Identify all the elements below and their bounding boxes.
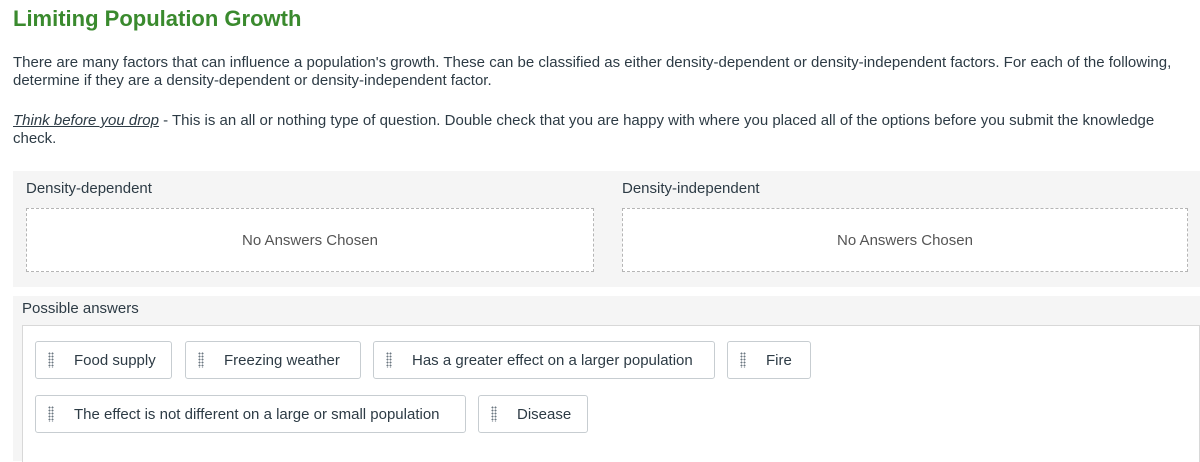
- answer-chip-food-supply[interactable]: [35, 341, 172, 379]
- warning-body: - This is an all or nothing type of question. Double check that you are happy with where you placed all of the options before you submit the knowledge check.: [13, 112, 1155, 147]
- answer-chip-label: Food supply: [74, 351, 156, 369]
- answer-chip-label: The effect is not different on a large or small population: [74, 405, 440, 423]
- answer-chip-effect-not-different[interactable]: [35, 395, 466, 433]
- answer-chip-disease[interactable]: [478, 395, 588, 433]
- answer-chip-greater-effect-larger-population[interactable]: [373, 341, 715, 379]
- warning-emphasis: Think before you drop: [13, 112, 159, 129]
- dropzone-placeholder: No Answers Chosen: [242, 231, 378, 249]
- zone-label-density-independent: Density-independent: [622, 180, 760, 197]
- dropzone-placeholder: No Answers Chosen: [837, 231, 973, 249]
- answer-chip-label: Freezing weather: [224, 351, 340, 369]
- instructions-text: There are many factors that can influence a population's growth. These can be classified as either density-dependent or density-independent factors. For each of the following, determine if they are a density-dependent or density-independent factor.: [13, 54, 1172, 89]
- drag-handle-icon[interactable]: [386, 352, 392, 368]
- page-title: Limiting Population Growth: [13, 6, 302, 31]
- answer-chip-label: Fire: [766, 351, 792, 369]
- drag-handle-icon[interactable]: [48, 406, 54, 422]
- answer-chip-fire[interactable]: [727, 341, 811, 379]
- drag-handle-icon[interactable]: [198, 352, 204, 368]
- answer-chip-label: Disease: [517, 405, 572, 423]
- drag-handle-icon[interactable]: [740, 352, 746, 368]
- dropzone-density-independent[interactable]: [622, 208, 1188, 272]
- drag-handle-icon[interactable]: [48, 352, 54, 368]
- answer-chip-label: Has a greater effect on a larger population: [412, 351, 693, 369]
- possible-answers-label: Possible answers: [22, 300, 139, 317]
- dropzone-density-dependent[interactable]: [26, 208, 594, 272]
- drag-handle-icon[interactable]: [491, 406, 497, 422]
- warning-text: [13, 112, 1193, 148]
- zone-label-density-dependent: Density-dependent: [26, 180, 152, 197]
- answer-chip-freezing-weather[interactable]: [185, 341, 361, 379]
